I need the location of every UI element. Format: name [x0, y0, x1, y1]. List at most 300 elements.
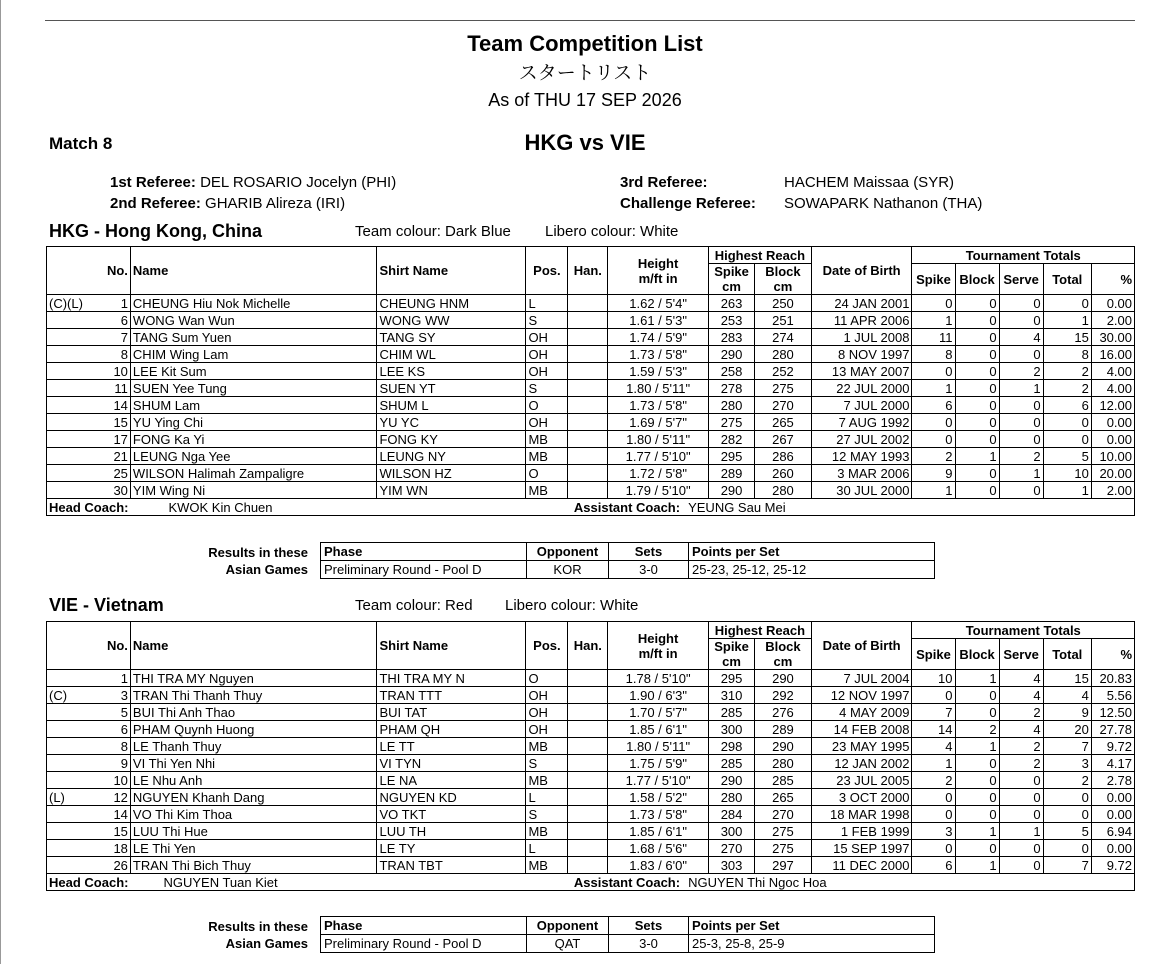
player-percent: 6.94	[1091, 823, 1134, 840]
header-cap	[47, 622, 78, 670]
player-row	[47, 295, 1135, 312]
player-block-reach: 265	[755, 414, 812, 431]
player-captain-mark	[47, 772, 78, 789]
result-points: 25-23, 25-12, 25-12	[689, 561, 935, 579]
player-height: 1.75 / 5'9"	[608, 755, 709, 772]
player-number: 3	[78, 687, 130, 704]
player-total-serve: 0	[999, 857, 1043, 874]
player-shirt-name: LE TY	[377, 840, 526, 857]
player-total-spike: 0	[912, 789, 955, 806]
player-shirt-name: VO TKT	[377, 806, 526, 823]
player-number: 6	[78, 312, 130, 329]
player-height: 1.77 / 5'10"	[608, 448, 709, 465]
libero-colour-vie: Libero colour: White	[505, 597, 639, 614]
header-total-spike: Spike	[912, 639, 955, 670]
challenge-referee	[620, 195, 756, 212]
player-total-block: 1	[955, 670, 999, 687]
player-position: MB	[526, 482, 568, 499]
player-total-serve: 4	[999, 721, 1043, 738]
player-name: PHAM Quynh Huong	[130, 721, 377, 738]
player-percent: 20.83	[1091, 670, 1134, 687]
head-coach	[47, 874, 568, 891]
player-total-spike: 3	[912, 823, 955, 840]
player-captain-mark	[47, 704, 78, 721]
player-total-serve: 1	[999, 465, 1043, 482]
player-block-reach: 297	[755, 857, 812, 874]
player-spike-reach: 298	[708, 738, 754, 755]
player-total-points: 0	[1043, 431, 1091, 448]
player-total-points: 5	[1043, 448, 1091, 465]
player-hand	[568, 789, 608, 806]
team-title-vie: VIE - Vietnam	[49, 595, 164, 615]
player-total-block: 1	[955, 448, 999, 465]
player-number: 10	[78, 363, 130, 380]
player-row	[47, 806, 1135, 823]
header-name: Name	[130, 247, 377, 295]
player-captain-mark	[47, 738, 78, 755]
player-percent: 5.56	[1091, 687, 1134, 704]
player-name: LUU Thi Hue	[130, 823, 377, 840]
header-shirt-name: Shirt Name	[377, 622, 526, 670]
player-total-block: 0	[955, 346, 999, 363]
head-coach	[47, 499, 568, 516]
player-shirt-name: LE TT	[377, 738, 526, 755]
player-number: 12	[78, 789, 130, 806]
player-block-reach: 290	[755, 670, 812, 687]
player-total-spike: 0	[912, 806, 955, 823]
player-height: 1.73 / 5'8"	[608, 806, 709, 823]
player-height: 1.70 / 5'7"	[608, 704, 709, 721]
header-total-serve: Serve	[999, 264, 1043, 295]
player-total-spike: 0	[912, 431, 955, 448]
player-date-of-birth: 23 MAY 1995	[811, 738, 912, 755]
third-referee	[620, 174, 708, 191]
player-total-spike: 11	[912, 329, 955, 346]
player-number: 10	[78, 772, 130, 789]
player-total-block: 1	[955, 823, 999, 840]
player-position: MB	[526, 772, 568, 789]
player-name: THI TRA MY Nguyen	[130, 670, 377, 687]
player-total-block: 0	[955, 414, 999, 431]
player-shirt-name: WONG WW	[377, 312, 526, 329]
result-sets: 3-0	[609, 935, 689, 953]
player-percent: 9.72	[1091, 857, 1134, 874]
player-row	[47, 755, 1135, 772]
player-percent: 27.78	[1091, 721, 1134, 738]
player-height: 1.73 / 5'8"	[608, 397, 709, 414]
player-row	[47, 840, 1135, 857]
player-date-of-birth: 11 DEC 2000	[811, 857, 912, 874]
player-spike-reach: 283	[708, 329, 754, 346]
player-spike-reach: 253	[708, 312, 754, 329]
player-date-of-birth: 3 OCT 2000	[811, 789, 912, 806]
player-total-serve: 0	[999, 312, 1043, 329]
player-total-serve: 0	[999, 840, 1043, 857]
header-spike-label: Spike	[714, 264, 749, 279]
player-name: TRAN Thi Thanh Thuy	[130, 687, 377, 704]
header-shirt-name: Shirt Name	[377, 247, 526, 295]
player-shirt-name: LUU TH	[377, 823, 526, 840]
player-total-spike: 0	[912, 687, 955, 704]
player-date-of-birth: 27 JUL 2002	[811, 431, 912, 448]
player-row	[47, 329, 1135, 346]
player-position: MB	[526, 448, 568, 465]
player-date-of-birth: 12 JAN 2002	[811, 755, 912, 772]
player-number: 30	[78, 482, 130, 499]
player-total-spike: 0	[912, 363, 955, 380]
player-captain-mark	[47, 755, 78, 772]
player-name: LE Thanh Thuy	[130, 738, 377, 755]
player-total-spike: 9	[912, 465, 955, 482]
team-colour-hkg: Team colour: Dark Blue	[355, 223, 511, 240]
player-hand	[568, 465, 608, 482]
player-hand	[568, 670, 608, 687]
player-height: 1.80 / 5'11"	[608, 738, 709, 755]
player-total-points: 15	[1043, 329, 1091, 346]
player-total-block: 0	[955, 380, 999, 397]
player-number: 6	[78, 721, 130, 738]
results-label-line1: Results in these	[208, 545, 308, 560]
header-position: Pos.	[526, 247, 568, 295]
player-block-reach: 285	[755, 772, 812, 789]
results-label-line1: Results in these	[208, 919, 308, 934]
player-name: WONG Wan Wun	[130, 312, 377, 329]
header-height-label: Height	[637, 255, 679, 271]
player-date-of-birth: 7 JUL 2000	[811, 397, 912, 414]
player-total-serve: 0	[999, 772, 1043, 789]
header-height-label: Height	[637, 630, 679, 646]
player-hand	[568, 755, 608, 772]
results-header-phase: Phase	[321, 917, 527, 935]
player-total-serve: 2	[999, 704, 1043, 721]
player-number: 26	[78, 857, 130, 874]
header-name: Name	[130, 622, 377, 670]
player-height: 1.62 / 5'4"	[608, 295, 709, 312]
player-total-spike: 0	[912, 295, 955, 312]
player-total-points: 20	[1043, 721, 1091, 738]
player-block-reach: 265	[755, 789, 812, 806]
player-total-spike: 7	[912, 704, 955, 721]
player-total-block: 0	[955, 687, 999, 704]
player-total-block: 0	[955, 806, 999, 823]
player-percent: 2.00	[1091, 312, 1134, 329]
player-position: MB	[526, 738, 568, 755]
player-shirt-name: BUI TAT	[377, 704, 526, 721]
header-hand: Han.	[568, 247, 608, 295]
player-total-block: 0	[955, 704, 999, 721]
player-total-block: 0	[955, 755, 999, 772]
player-total-block: 0	[955, 397, 999, 414]
team-title-hkg: HKG - Hong Kong, China	[49, 221, 262, 241]
player-name: CHIM Wing Lam	[130, 346, 377, 363]
player-percent: 9.72	[1091, 738, 1134, 755]
player-block-reach: 280	[755, 755, 812, 772]
player-spike-reach: 289	[708, 465, 754, 482]
player-total-block: 1	[955, 738, 999, 755]
player-height: 1.83 / 6'0"	[608, 857, 709, 874]
player-spike-reach: 282	[708, 431, 754, 448]
header-date-of-birth: Date of Birth	[811, 622, 912, 670]
player-number: 9	[78, 755, 130, 772]
header-spike-label: Spike	[714, 639, 749, 654]
player-hand	[568, 363, 608, 380]
challenge-referee-value: SOWAPARK Nathanon (THA)	[784, 195, 983, 212]
player-name: YU Ying Chi	[130, 414, 377, 431]
player-total-serve: 0	[999, 482, 1043, 499]
header-height	[608, 247, 709, 295]
player-name: VO Thi Kim Thoa	[130, 806, 377, 823]
player-hand	[568, 857, 608, 874]
player-spike-reach: 270	[708, 840, 754, 857]
player-captain-mark	[47, 397, 78, 414]
player-total-points: 1	[1043, 312, 1091, 329]
results-header-sets: Sets	[609, 917, 689, 935]
header-block-label: Block	[765, 264, 801, 279]
player-total-spike: 10	[912, 670, 955, 687]
player-hand	[568, 823, 608, 840]
player-shirt-name: THI TRA MY N	[377, 670, 526, 687]
player-row	[47, 789, 1135, 806]
player-hand	[568, 414, 608, 431]
player-block-reach: 280	[755, 482, 812, 499]
player-total-spike: 4	[912, 738, 955, 755]
player-name: LE Thi Yen	[130, 840, 377, 857]
player-total-serve: 0	[999, 295, 1043, 312]
second-referee-value: GHARIB Alireza (IRI)	[205, 195, 346, 212]
player-row	[47, 414, 1135, 431]
player-total-points: 1	[1043, 482, 1091, 499]
player-name: NGUYEN Khanh Dang	[130, 789, 377, 806]
player-spike-reach: 280	[708, 397, 754, 414]
header-block-reach	[755, 639, 812, 670]
player-row	[47, 346, 1135, 363]
player-row	[47, 823, 1135, 840]
player-total-points: 10	[1043, 465, 1091, 482]
player-total-spike: 0	[912, 840, 955, 857]
results-header-row	[321, 543, 935, 561]
header-height-unit: m/ft in	[638, 645, 678, 661]
header-total-points: Total	[1043, 264, 1091, 295]
player-hand	[568, 346, 608, 363]
player-total-spike: 6	[912, 857, 955, 874]
player-block-reach: 270	[755, 397, 812, 414]
player-total-serve: 2	[999, 363, 1043, 380]
result-phase: Preliminary Round - Pool D	[321, 935, 527, 953]
player-date-of-birth: 22 JUL 2000	[811, 380, 912, 397]
results-header-points: Points per Set	[689, 543, 935, 561]
player-total-spike: 8	[912, 346, 955, 363]
header-hand: Han.	[568, 622, 608, 670]
player-total-points: 6	[1043, 397, 1091, 414]
player-row	[47, 448, 1135, 465]
player-total-spike: 1	[912, 312, 955, 329]
player-spike-reach: 275	[708, 414, 754, 431]
results-header-row	[321, 917, 935, 935]
player-height: 1.85 / 6'1"	[608, 823, 709, 840]
player-date-of-birth: 3 MAR 2006	[811, 465, 912, 482]
player-row	[47, 772, 1135, 789]
player-total-serve: 0	[999, 806, 1043, 823]
player-total-points: 3	[1043, 755, 1091, 772]
player-percent: 12.50	[1091, 704, 1134, 721]
header-cm-unit: cm	[773, 279, 793, 294]
player-height: 1.59 / 5'3"	[608, 363, 709, 380]
player-percent: 0.00	[1091, 840, 1134, 857]
player-total-points: 2	[1043, 380, 1091, 397]
player-name: VI Thi Yen Nhi	[130, 755, 377, 772]
player-shirt-name: CHEUNG HNM	[377, 295, 526, 312]
player-total-points: 0	[1043, 789, 1091, 806]
header-percent: %	[1091, 264, 1134, 295]
player-name: CHEUNG Hiu Nok Michelle	[130, 295, 377, 312]
player-hand	[568, 704, 608, 721]
player-date-of-birth: 23 JUL 2005	[811, 772, 912, 789]
player-hand	[568, 329, 608, 346]
player-hand	[568, 295, 608, 312]
results-row	[321, 935, 935, 953]
player-shirt-name: SUEN YT	[377, 380, 526, 397]
player-row	[47, 704, 1135, 721]
player-block-reach: 275	[755, 840, 812, 857]
player-total-block: 0	[955, 465, 999, 482]
player-date-of-birth: 1 JUL 2008	[811, 329, 912, 346]
player-hand	[568, 840, 608, 857]
player-spike-reach: 295	[708, 670, 754, 687]
player-shirt-name: YIM WN	[377, 482, 526, 499]
player-date-of-birth: 15 SEP 1997	[811, 840, 912, 857]
player-block-reach: 252	[755, 363, 812, 380]
player-number: 17	[78, 431, 130, 448]
player-total-spike: 6	[912, 397, 955, 414]
header-total-spike: Spike	[912, 264, 955, 295]
head-coach-name: KWOK Kin Chuen	[168, 499, 273, 515]
player-block-reach: 276	[755, 704, 812, 721]
player-height: 1.69 / 5'7"	[608, 414, 709, 431]
player-position: OH	[526, 721, 568, 738]
player-total-serve: 2	[999, 755, 1043, 772]
player-number: 25	[78, 465, 130, 482]
player-shirt-name: FONG KY	[377, 431, 526, 448]
assistant-coach-name: YEUNG Sau Mei	[688, 499, 786, 515]
header-tournament-totals: Tournament Totals	[912, 247, 1135, 264]
player-hand	[568, 806, 608, 823]
header-block-reach	[755, 264, 812, 295]
player-captain-mark	[47, 329, 78, 346]
player-total-serve: 4	[999, 670, 1043, 687]
player-date-of-birth: 7 JUL 2004	[811, 670, 912, 687]
player-percent: 0.00	[1091, 806, 1134, 823]
result-points: 25-3, 25-8, 25-9	[689, 935, 935, 953]
player-percent: 16.00	[1091, 346, 1134, 363]
player-row	[47, 670, 1135, 687]
player-total-points: 0	[1043, 840, 1091, 857]
player-total-serve: 2	[999, 448, 1043, 465]
player-height: 1.72 / 5'8"	[608, 465, 709, 482]
player-total-spike: 1	[912, 380, 955, 397]
player-percent: 0.00	[1091, 431, 1134, 448]
player-height: 1.78 / 5'10"	[608, 670, 709, 687]
player-total-points: 2	[1043, 772, 1091, 789]
assistant-coach-name: NGUYEN Thi Ngoc Hoa	[688, 874, 827, 890]
player-percent: 4.00	[1091, 380, 1134, 397]
player-shirt-name: TRAN TTT	[377, 687, 526, 704]
player-total-block: 0	[955, 840, 999, 857]
player-captain-mark	[47, 465, 78, 482]
player-percent: 0.00	[1091, 789, 1134, 806]
player-total-points: 5	[1043, 823, 1091, 840]
player-name: WILSON Halimah Zampaligre	[130, 465, 377, 482]
team-colour-vie: Team colour: Red	[355, 597, 473, 614]
player-shirt-name: LEE KS	[377, 363, 526, 380]
header-percent: %	[1091, 639, 1134, 670]
player-total-points: 0	[1043, 414, 1091, 431]
player-block-reach: 267	[755, 431, 812, 448]
player-percent: 20.00	[1091, 465, 1134, 482]
header-block-label: Block	[765, 639, 801, 654]
second-referee	[110, 195, 345, 212]
player-total-block: 1	[955, 857, 999, 874]
player-position: L	[526, 789, 568, 806]
header-highest-reach: Highest Reach	[708, 247, 811, 264]
header-total-block: Block	[955, 639, 999, 670]
header-spike-reach	[708, 264, 754, 295]
player-position: MB	[526, 823, 568, 840]
player-height: 1.80 / 5'11"	[608, 431, 709, 448]
player-number: 18	[78, 840, 130, 857]
results-label-line2: Asian Games	[225, 936, 308, 951]
player-height: 1.74 / 5'9"	[608, 329, 709, 346]
player-block-reach: 280	[755, 346, 812, 363]
player-captain-mark	[47, 312, 78, 329]
head-coach-label: Head Coach:	[49, 874, 129, 890]
player-shirt-name: LEUNG NY	[377, 448, 526, 465]
player-row	[47, 738, 1135, 755]
player-position: OH	[526, 363, 568, 380]
results-label-vie	[196, 918, 308, 952]
player-total-serve: 4	[999, 329, 1043, 346]
player-height: 1.85 / 6'1"	[608, 721, 709, 738]
player-spike-reach: 290	[708, 482, 754, 499]
player-total-serve: 4	[999, 687, 1043, 704]
player-shirt-name: YU YC	[377, 414, 526, 431]
header-height	[608, 622, 709, 670]
player-percent: 4.00	[1091, 363, 1134, 380]
player-number: 5	[78, 704, 130, 721]
head-coach-name: NGUYEN Tuan Kiet	[163, 874, 278, 890]
player-hand	[568, 380, 608, 397]
player-spike-reach: 300	[708, 721, 754, 738]
player-captain-mark: (L)	[47, 789, 78, 806]
player-spike-reach: 280	[708, 789, 754, 806]
player-spike-reach: 303	[708, 857, 754, 874]
header-row	[47, 622, 1135, 639]
coach-row	[47, 874, 1135, 891]
header-row	[47, 247, 1135, 264]
header-tournament-totals: Tournament Totals	[912, 622, 1135, 639]
result-opponent: KOR	[527, 561, 609, 579]
player-height: 1.80 / 5'11"	[608, 380, 709, 397]
player-shirt-name: CHIM WL	[377, 346, 526, 363]
player-captain-mark	[47, 721, 78, 738]
player-block-reach: 260	[755, 465, 812, 482]
player-number: 8	[78, 738, 130, 755]
player-name: LE Nhu Anh	[130, 772, 377, 789]
player-position: OH	[526, 687, 568, 704]
player-total-block: 0	[955, 312, 999, 329]
player-shirt-name: TANG SY	[377, 329, 526, 346]
player-percent: 0.00	[1091, 414, 1134, 431]
roster-table-vie	[46, 621, 1135, 891]
